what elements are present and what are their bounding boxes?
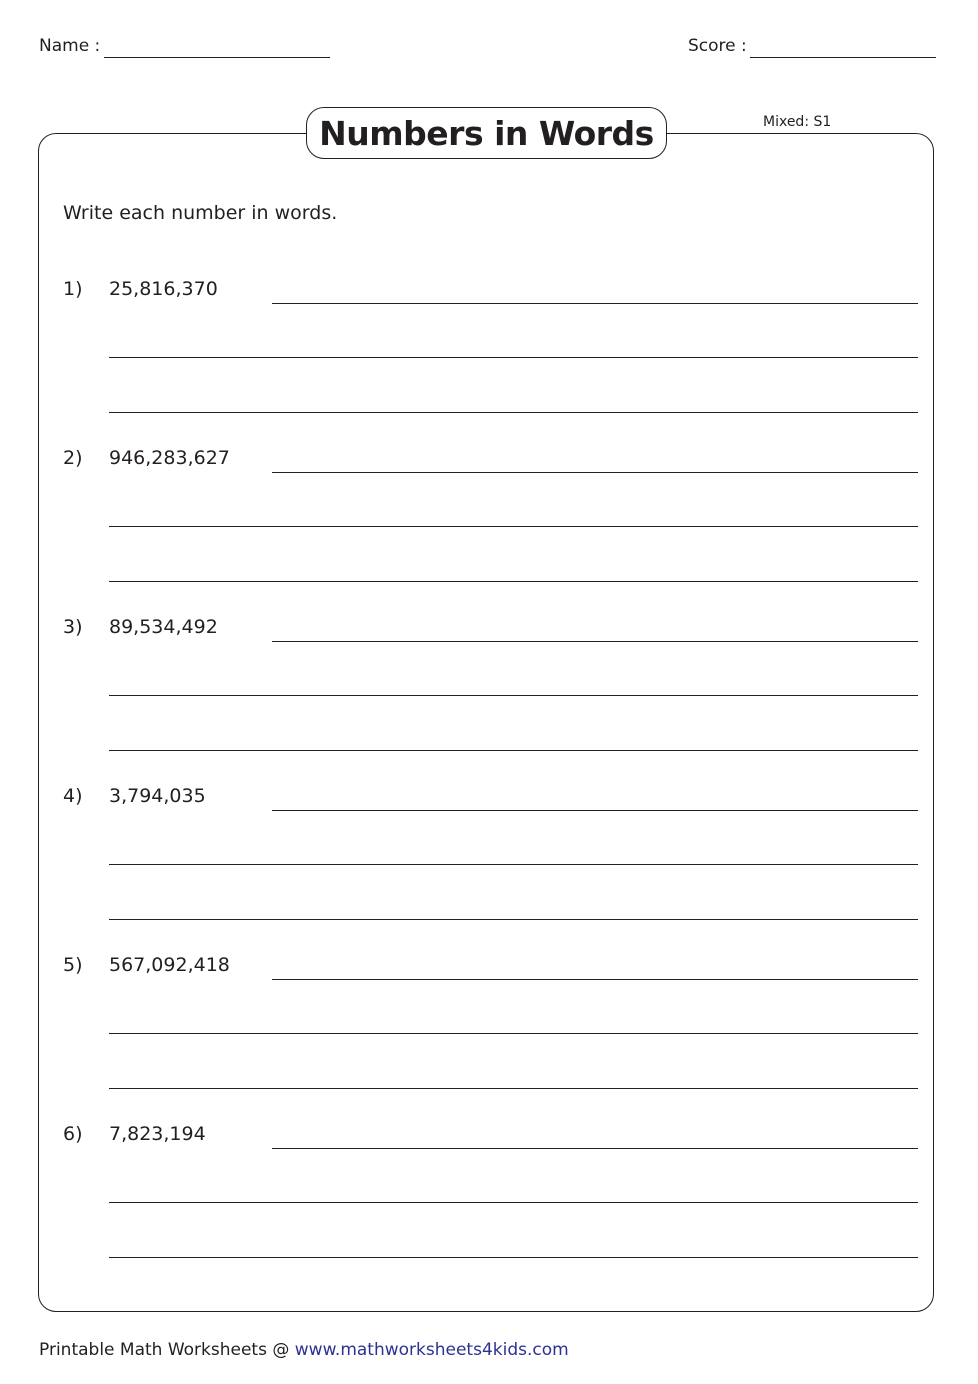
problem-number: 4) [63,785,83,807]
problem-number: 1) [63,278,83,300]
problem-number: 6) [63,1123,83,1145]
answer-line[interactable] [109,1257,918,1258]
answer-line[interactable] [272,641,918,642]
problem-number: 3) [63,616,83,638]
answer-line[interactable] [272,810,918,811]
answer-line[interactable] [109,412,918,413]
name-field[interactable] [104,57,330,58]
problem-number: 2) [63,447,83,469]
problem-value: 7,823,194 [109,1123,206,1145]
answer-line[interactable] [272,303,918,304]
answer-line[interactable] [109,750,918,751]
problem-2 [0,446,978,615]
problem-4 [0,784,978,953]
problem-value: 3,794,035 [109,785,206,807]
answer-line[interactable] [109,357,918,358]
problem-value: 89,534,492 [109,616,218,638]
problem-5 [0,953,978,1122]
problem-6 [0,1122,978,1291]
answer-line[interactable] [109,695,918,696]
title-banner [306,107,667,159]
answer-line[interactable] [272,472,918,473]
footer [39,1339,569,1361]
problem-value: 946,283,627 [109,447,230,469]
answer-line[interactable] [109,1202,918,1203]
page-title: Numbers in Words [319,113,654,153]
answer-line[interactable] [109,1033,918,1034]
problem-1 [0,277,978,446]
answer-line[interactable] [109,864,918,865]
set-code: Mixed: S1 [763,114,832,130]
problem-3 [0,615,978,784]
name-label: Name : [39,36,101,56]
footer-text: Printable Math Worksheets @ [39,1340,295,1360]
answer-line[interactable] [272,1148,918,1149]
score-label: Score : [688,36,747,56]
answer-line[interactable] [272,979,918,980]
answer-line[interactable] [109,1088,918,1089]
answer-line[interactable] [109,919,918,920]
instruction-text: Write each number in words. [63,202,338,224]
answer-line[interactable] [109,526,918,527]
footer-link[interactable]: www.mathworksheets4kids.com [294,1340,569,1360]
problem-value: 567,092,418 [109,954,230,976]
problem-value: 25,816,370 [109,278,218,300]
answer-line[interactable] [109,581,918,582]
score-field[interactable] [750,57,936,58]
problem-number: 5) [63,954,83,976]
